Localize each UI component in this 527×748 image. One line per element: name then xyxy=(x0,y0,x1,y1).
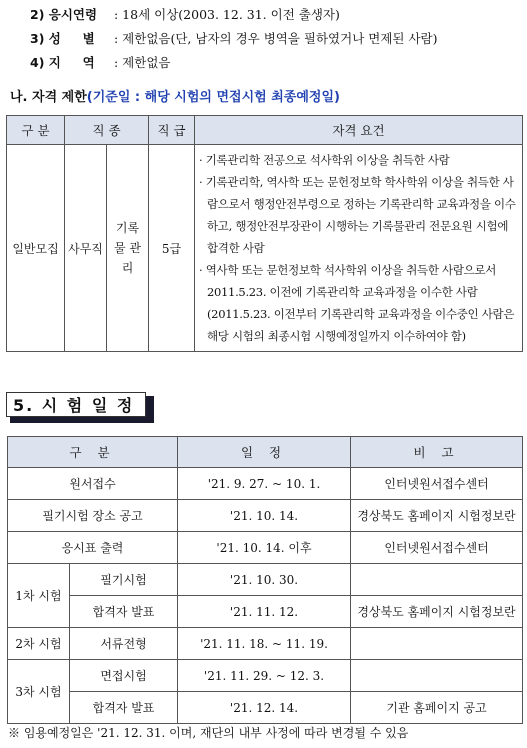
requirement-item: · 역사학 또는 문헌정보학 석사학위 이상을 취득한 사람으로서 2011.5.23. 이전에 기록관리학 교육과정을 이수한 사람(2011.5.23. 이전부터 기록관리학 교육과정을 이수중인 사람은 해당 시험의 최종시험 시행예정일까지 이수하여야 함) xyxy=(199,263,515,343)
cell-stage: 필기시험 장소 공고 xyxy=(8,500,178,532)
table-row xyxy=(8,564,523,596)
table-header-row xyxy=(8,437,523,468)
cell-date: '21. 12. 14. xyxy=(178,692,351,724)
requirement-item: · 기록관리학, 역사학 또는 문헌정보학 학사학위 이상을 취득한 사람으로서 행정안전부령으로 정하는 기록관리학 교육과정을 이수하고, 행정안전부장관이 시행하는 기록물관리 전문요원 시험에 합격한 사람 xyxy=(199,175,516,255)
cell-group: 1차 시험 xyxy=(8,564,70,628)
cell-group: 3차 시험 xyxy=(8,660,70,724)
footnote: ※ 임용예정일은 '21. 12. 31. 이며, 재단의 내부 사정에 따라 변경될 수 있음 xyxy=(8,726,409,740)
requirement-item: · 기록관리학 전공으로 석사학위 이상을 취득한 사람 xyxy=(199,153,450,167)
cell-stage: 합격자 발표 xyxy=(70,596,178,628)
cell-stage: 응시표 출력 xyxy=(8,532,178,564)
section-note: (기준일 : 해당 시험의 면접시험 최종예정일) xyxy=(86,90,340,105)
schedule-table xyxy=(7,436,523,724)
header-grade: 직 급 xyxy=(149,116,195,145)
qualification-table xyxy=(6,115,523,352)
cell-requirements xyxy=(195,145,523,352)
table-row xyxy=(8,660,523,692)
table-row xyxy=(8,596,523,628)
cell-grade: 5급 xyxy=(149,145,195,352)
header-stage: 구 분 xyxy=(8,437,178,468)
header-requirements: 자격 요건 xyxy=(195,116,523,145)
header-note: 비 고 xyxy=(351,437,523,468)
table-row xyxy=(8,628,523,660)
cell-note: 기관 홈페이지 공고 xyxy=(351,692,523,724)
cell-job-field: 기록물 관 리 xyxy=(107,145,149,352)
cell-date: '21. 10. 30. xyxy=(178,564,351,596)
table-row xyxy=(8,500,523,532)
requirement-label: 3) 성 별 xyxy=(30,31,95,46)
table-row xyxy=(8,532,523,564)
cell-stage: 서류전형 xyxy=(70,628,178,660)
cell-group: 2차 시험 xyxy=(8,628,70,660)
requirement-value: : 18세 이상(2003. 12. 31. 이전 출생자) xyxy=(114,7,340,22)
cell-date: '21. 11. 18. ~ 11. 19. xyxy=(178,628,351,660)
cell-note xyxy=(351,628,523,660)
cell-date: '21. 10. 14. xyxy=(178,500,351,532)
cell-note xyxy=(351,660,523,692)
table-header-row xyxy=(7,116,523,145)
cell-stage: 원서접수 xyxy=(8,468,178,500)
cell-date: '21. 11. 29. ~ 12. 3. xyxy=(178,660,351,692)
requirement-label: 2) 응시연령 xyxy=(30,7,98,22)
table-row xyxy=(8,468,523,500)
cell-stage: 합격자 발표 xyxy=(70,692,178,724)
requirement-value: : 제한없음(단, 남자의 경우 병역을 필하였거나 면제된 사람) xyxy=(114,31,438,46)
header-date: 일 정 xyxy=(178,437,351,468)
cell-note: 인터넷원서접수센터 xyxy=(351,532,523,564)
requirement-age xyxy=(30,2,437,26)
cell-date: '21. 11. 12. xyxy=(178,596,351,628)
section-title: 나. 자격 제한 xyxy=(10,90,87,105)
header-category: 구 분 xyxy=(7,116,65,145)
cell-stage: 필기시험 xyxy=(70,564,178,596)
requirement-value: : 제한없음 xyxy=(114,55,171,70)
eligibility-list xyxy=(30,2,437,74)
cell-category: 일반모집 xyxy=(7,145,65,352)
cell-note: 경상북도 홈페이지 시험정보란 xyxy=(351,596,523,628)
header-job-type: 직 종 xyxy=(65,116,149,145)
table-row xyxy=(7,145,523,352)
section-heading-schedule xyxy=(6,392,154,422)
cell-date: '21. 9. 27. ~ 10. 1. xyxy=(178,468,351,500)
requirement-gender xyxy=(30,26,437,50)
section-title: 5. 시 험 일 정 xyxy=(6,392,146,417)
requirement-label: 4) 지 역 xyxy=(30,55,95,70)
cell-stage: 면접시험 xyxy=(70,660,178,692)
cell-job-type: 사무직 xyxy=(65,145,107,352)
section-heading-restrictions xyxy=(10,86,340,105)
cell-note xyxy=(351,564,523,596)
requirement-region xyxy=(30,50,437,74)
cell-date: '21. 10. 14. 이후 xyxy=(178,532,351,564)
table-row xyxy=(8,692,523,724)
cell-note: 인터넷원서접수센터 xyxy=(351,468,523,500)
cell-note: 경상북도 홈페이지 시험정보란 xyxy=(351,500,523,532)
